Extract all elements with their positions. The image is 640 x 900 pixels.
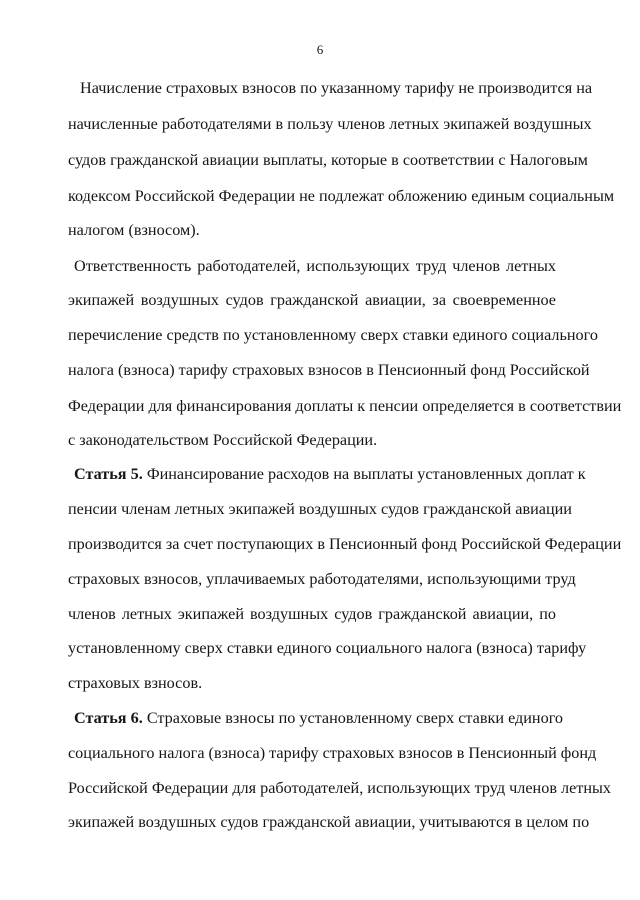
text-line: кодексом Российской Федерации не подлежат обложению единым социальным xyxy=(68,187,615,205)
article-5-first-line: Статья 5. Финансирование расходов на выплаты установленных доплат к xyxy=(74,465,586,483)
article-heading: Статья 6. xyxy=(74,709,143,727)
text-line: экипажей воздушных судов гражданской авиации, учитываются в целом по xyxy=(68,813,590,831)
text-line: Ответственность работодателей, использующих труд членов летных xyxy=(74,257,556,275)
text-line: страховых взносов. xyxy=(68,674,203,692)
text-line: производится за счет поступающих в Пенсионный фонд Российской Федерации xyxy=(68,535,622,553)
text-line: налога (взноса) тарифу страховых взносов в Пенсионный фонд Российской xyxy=(68,361,590,379)
text-line: пенсии членам летных экипажей воздушных судов гражданской авиации xyxy=(68,500,572,518)
text-line: установленному сверх ставки единого социального налога (взноса) тарифу xyxy=(68,639,587,657)
article-heading: Статья 5. xyxy=(74,465,143,483)
page-number: 6 xyxy=(316,42,324,57)
text-line: с законодательством Российской Федерации. xyxy=(68,431,378,449)
text-line: начисленные работодателями в пользу членов летных экипажей воздушных xyxy=(68,115,592,133)
text-line: социального налога (взноса) тарифу страховых взносов в Пенсионный фонд xyxy=(68,744,597,762)
text-line: экипажей воздушных судов гражданской авиации, за своевременное xyxy=(68,291,556,309)
text-line: судов гражданской авиации выплаты, которые в соответствии с Налоговым xyxy=(68,151,588,169)
text-line: Начисление страховых взносов по указанному тарифу не производится на xyxy=(80,79,593,97)
text-line: Федерации для финансирования доплаты к пенсии определяется в соответствии xyxy=(68,397,622,415)
text-line: налогом (взносом). xyxy=(68,221,200,239)
article-6-first-line: Статья 6. Страховые взносы по установленному сверх ставки единого xyxy=(74,709,564,727)
text-line: страховых взносов, уплачиваемых работодателями, использующими труд xyxy=(68,570,576,588)
text-line: перечисление средств по установленному сверх ставки единого социального xyxy=(68,326,598,344)
text-line: членов летных экипажей воздушных судов гражданской авиации, по xyxy=(68,605,556,623)
text-line: Российской Федерации для работодателей, использующих труд членов летных xyxy=(68,779,611,797)
